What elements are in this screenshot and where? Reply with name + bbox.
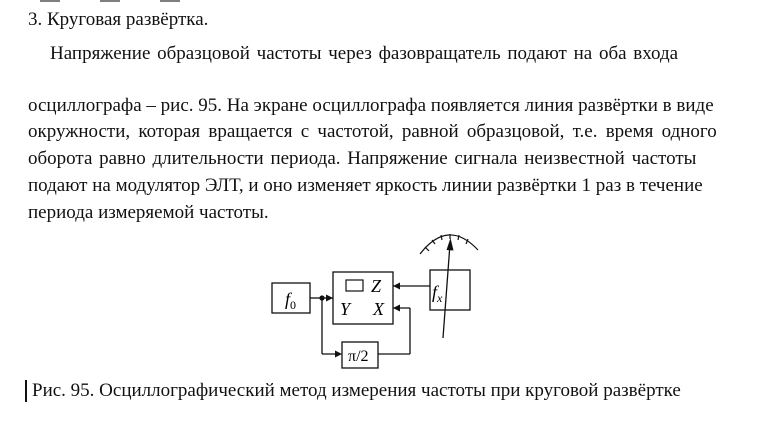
arrow-to-phase-shifter <box>335 351 342 358</box>
oscilloscope-screen <box>346 280 363 291</box>
arrow-to-z <box>393 283 400 290</box>
arrow-to-y <box>326 295 333 302</box>
paragraph-line: осциллографа – рис. 95. На экране осциллографа появляется линия развёртки в виде <box>28 95 714 116</box>
paragraph-line: периода измеряемой частоты. <box>28 202 269 223</box>
page-top-fragment <box>40 0 220 3</box>
figure-caption: Рис. 95. Осциллографический метод измерения частоты при круговой развёртке <box>32 380 681 401</box>
scale-tick <box>425 247 429 251</box>
arrow-to-x <box>393 305 400 312</box>
paragraph-line: окружности, которая вращается с частотой, равной образцовой, т.е. время одного <box>28 121 717 142</box>
caption-marker <box>25 380 27 402</box>
unknown-source-label: $f_x$ <box>432 282 443 305</box>
adjust-arrow-head <box>447 238 454 251</box>
oscilloscope-z-label: Z <box>371 276 382 296</box>
paragraph-line: подают на модулятор ЭЛТ, и оно изменяет яркость линии развёртки 1 раз в течение <box>28 175 703 196</box>
block-diagram <box>260 226 510 376</box>
oscilloscope-x-label: X <box>373 299 384 319</box>
paragraph-first-line: Напряжение образцовой частоты через фазовращатель подают на оба входа <box>50 43 679 64</box>
reference-source-label: $f_0$ <box>285 289 297 312</box>
section-heading: 3. Круговая развёртка. <box>28 9 209 30</box>
phase-shifter-label: π/2 <box>348 348 369 365</box>
paragraph-line: оборота равно длительности периода. Напряжение сигнала неизвестной частоты <box>28 148 697 169</box>
adjust-arrow-shaft <box>443 244 450 338</box>
oscilloscope-y-label: Y <box>340 299 351 319</box>
